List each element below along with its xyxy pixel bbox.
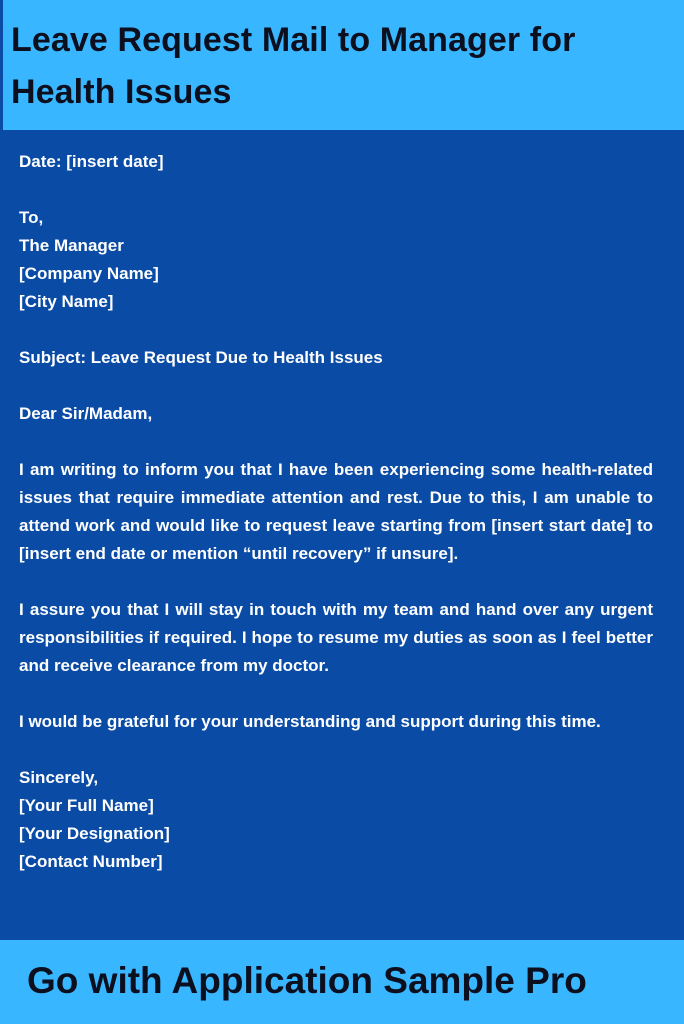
closing: Sincerely, (19, 768, 99, 787)
designation-line: [Your Designation] (19, 824, 170, 843)
paragraph-3: I would be grateful for your understanding and support during this time. (19, 712, 601, 731)
date-line: Date: [insert date] (19, 152, 164, 171)
spacer (19, 428, 653, 456)
full-name-line: [Your Full Name] (19, 796, 154, 815)
company-line: [Company Name] (19, 264, 159, 283)
header-banner (0, 0, 684, 130)
letter-body (19, 148, 653, 876)
footer-brand: Go with Application Sample Pro (27, 960, 587, 1001)
to-line: To, (19, 208, 44, 227)
spacer (19, 568, 653, 596)
city-line: [City Name] (19, 292, 114, 311)
spacer (19, 680, 653, 708)
paragraph-1: I am writing to inform you that I have been experiencing some health-related issues that require immediate attention and rest. Due to this, I am unable to attend work and would like to request leave starting from [insert start date] to [insert end date or mention “until recovery” if unsure]. (19, 460, 653, 563)
subject-line: Subject: Leave Request Due to Health Issues (19, 348, 383, 367)
recipient-line: The Manager (19, 236, 124, 255)
spacer (19, 316, 653, 344)
page-title: Leave Request Mail to Manager for Health Issues (11, 21, 576, 111)
spacer (19, 176, 653, 204)
salutation: Dear Sir/Madam, (19, 404, 153, 423)
contact-line: [Contact Number] (19, 852, 163, 871)
footer-banner (0, 940, 684, 1024)
paragraph-2: I assure you that I will stay in touch with my team and hand over any urgent responsibilities if required. I hope to resume my duties as soon as I feel better and receive clearance from my doctor. (19, 600, 653, 675)
spacer (19, 372, 653, 400)
spacer (19, 736, 653, 764)
